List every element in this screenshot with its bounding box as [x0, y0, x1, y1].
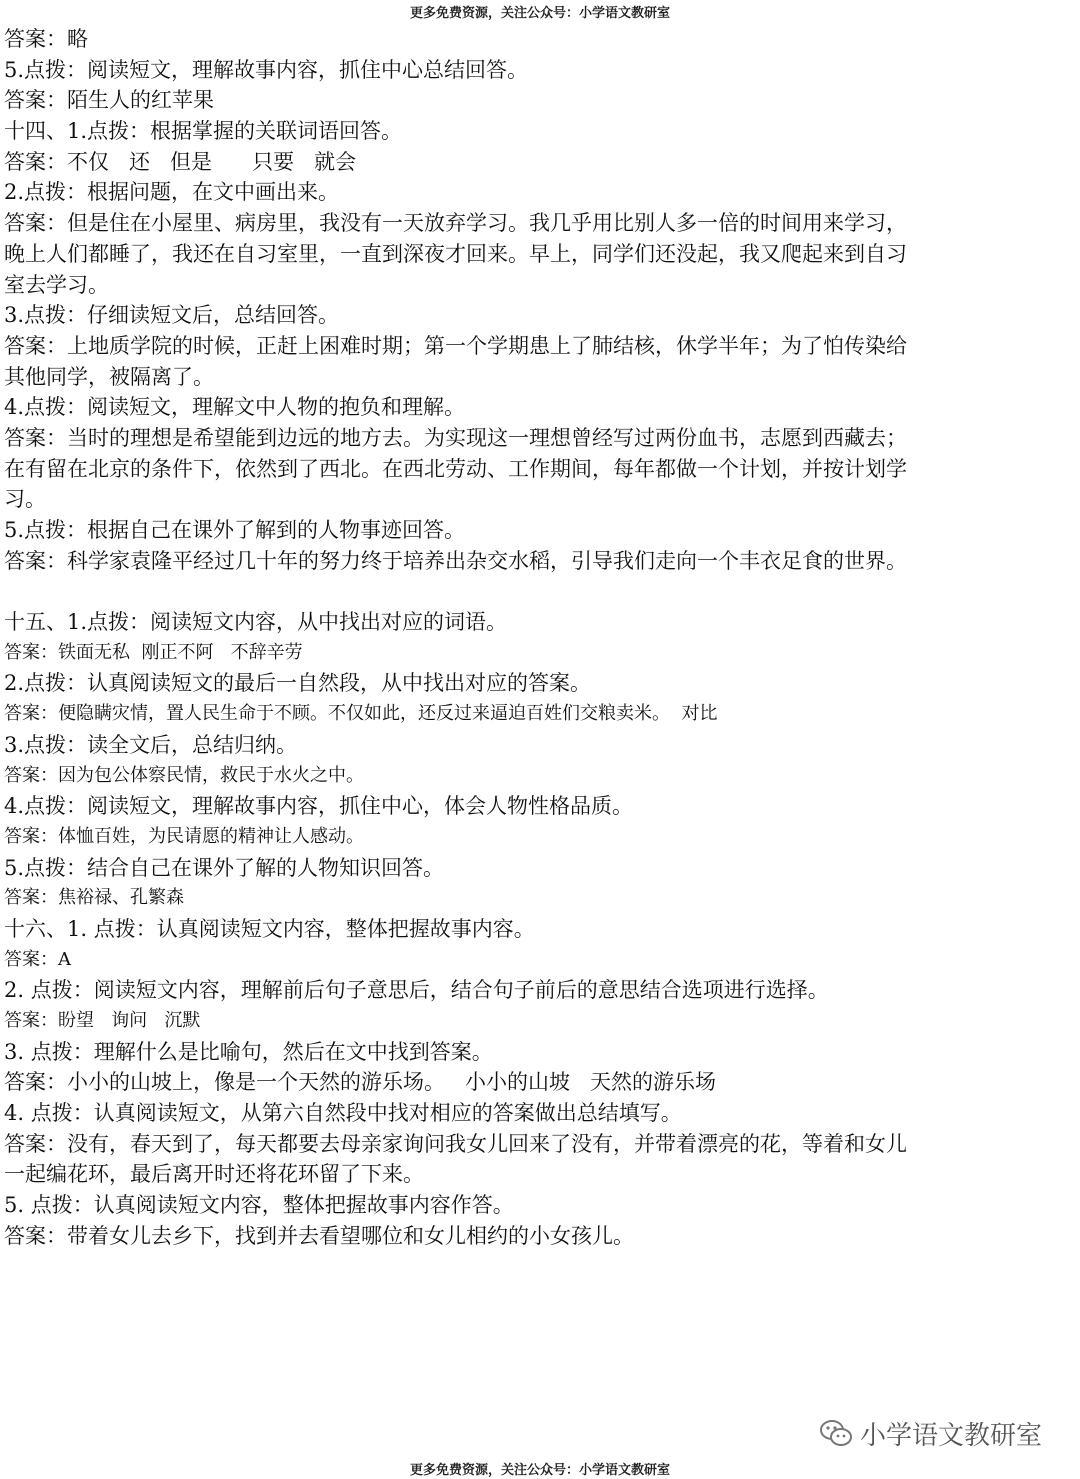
text-line: 2.点拨：根据问题，在文中画出来。 — [4, 180, 340, 205]
text-line: 答案：科学家袁隆平经过几十年的努力终于培养出杂交水稻，引导我们走向一个丰衣足食的世界。 — [4, 548, 907, 573]
text-line: 3.点拨：读全文后，总结归纳。 — [4, 732, 298, 757]
watermark-text: 小学语文教研室 — [860, 1420, 1043, 1451]
text-line: 答案：体恤百姓，为民请愿的精神让人感动。 — [4, 825, 364, 847]
text-line: 答案：因为包公体察民情，救民于水火之中。 — [4, 764, 364, 786]
text-line: 答案：A — [4, 948, 71, 970]
text-line: 4. 点拨：认真阅读短文，从第六自然段中找对相应的答案做出总结填写。 — [4, 1101, 682, 1126]
text-line: 答案：上地质学院的时候，正赶上困难时期；第一个学期患上了肺结核，休学半年；为了怕传染给 — [4, 333, 907, 358]
text-line: 答案：带着女儿去乡下，找到并去看望哪位和女儿相约的小女孩儿。 — [4, 1223, 634, 1248]
answer-text-body — [4, 24, 1076, 1252]
page-header: 更多免费资源，关注公众号：小学语文教研室 — [409, 6, 670, 21]
text-line: 4.点拨：阅读短文，理解故事内容，抓住中心，体会人物性格品质。 — [4, 794, 634, 819]
text-line: 5. 点拨：认真阅读短文内容，整体把握故事内容作答。 — [4, 1193, 514, 1218]
text-line: 答案：便隐瞒灾情，置人民生命于不顾。不仅如此，还反过来逼迫百姓们交粮卖米。 对比 — [4, 703, 718, 725]
text-line: 5.点拨：根据自己在课外了解到的人物事迹回答。 — [4, 518, 466, 542]
text-line: 晚上人们都睡了，我还在自习室里，一直到深夜才回来。早上，同学们还没起，我又爬起来到自习 — [4, 241, 907, 266]
text-line: 习。 — [4, 487, 46, 512]
text-line: 答案：铁面无私 刚正不阿 不辞辛劳 — [4, 641, 303, 663]
blank-line — [4, 576, 1076, 607]
text-line: 在有留在北京的条件下，依然到了西北。在西北劳动、工作期间，每年都做一个计划，并按计划学 — [4, 456, 907, 481]
text-line: 答案：焦裕禄、孔繁森 — [4, 887, 184, 909]
text-line: 答案：但是住在小屋里、病房里，我没有一天放弃学习。我几乎用比别人多一倍的时间用来学习， — [4, 211, 907, 236]
text-line: 5.点拨：阅读短文，理解故事内容，抓住中心总结回答。 — [4, 57, 529, 82]
text-line: 答案：当时的理想是希望能到边远的地方去。为实现这一理想曾经写过两份血书，志愿到西藏去； — [4, 425, 907, 450]
text-line: 一起编花环，最后离开时还将花环留了下来。 — [4, 1162, 424, 1187]
text-line: 3. 点拨：理解什么是比喻句，然后在文中找到答案。 — [4, 1039, 493, 1064]
text-line: 4.点拨：阅读短文，理解文中人物的抱负和理解。 — [4, 395, 466, 420]
text-line: 答案：小小的山坡上，像是一个天然的游乐场。 小小的山坡 天然的游乐场 — [4, 1070, 717, 1095]
text-line: 答案：盼望 询问 沉默 — [4, 1010, 201, 1031]
text-line: 5.点拨：结合自己在课外了解的人物知识回答。 — [4, 855, 445, 880]
text-line: 其他同学，被隔离了。 — [4, 364, 214, 389]
wechat-icon — [818, 1415, 854, 1451]
text-line: 答案：没有，春天到了，每天都要去母亲家询问我女儿回来了没有，并带着漂亮的花，等着和女儿 — [4, 1131, 907, 1156]
text-line: 答案：略 — [4, 27, 88, 51]
page-footer: 更多免费资源，关注公众号：小学语文教研室 — [409, 1463, 670, 1478]
text-line: 答案：陌生人的红苹果 — [4, 88, 214, 113]
wechat-watermark — [818, 1413, 1042, 1453]
text-line: 3.点拨：仔细读短文后，总结回答。 — [4, 303, 340, 328]
text-line: 答案：不仅 还 但是 只要 就会 — [4, 149, 357, 174]
text-line: 十四、1.点拨：根据掌握的关联词语回答。 — [4, 119, 403, 144]
text-line: 十五、1.点拨：阅读短文内容，从中找出对应的词语。 — [4, 610, 508, 635]
text-line: 室去学习。 — [4, 272, 109, 297]
text-line: 十六、1. 点拨：认真阅读短文内容，整体把握故事内容。 — [4, 916, 535, 941]
text-line: 2. 点拨：阅读短文内容，理解前后句子意思后，结合句子前后的意思结合选项进行选择。 — [4, 978, 829, 1003]
text-line: 2.点拨：认真阅读短文的最后一自然段，从中找出对应的答案。 — [4, 671, 592, 696]
